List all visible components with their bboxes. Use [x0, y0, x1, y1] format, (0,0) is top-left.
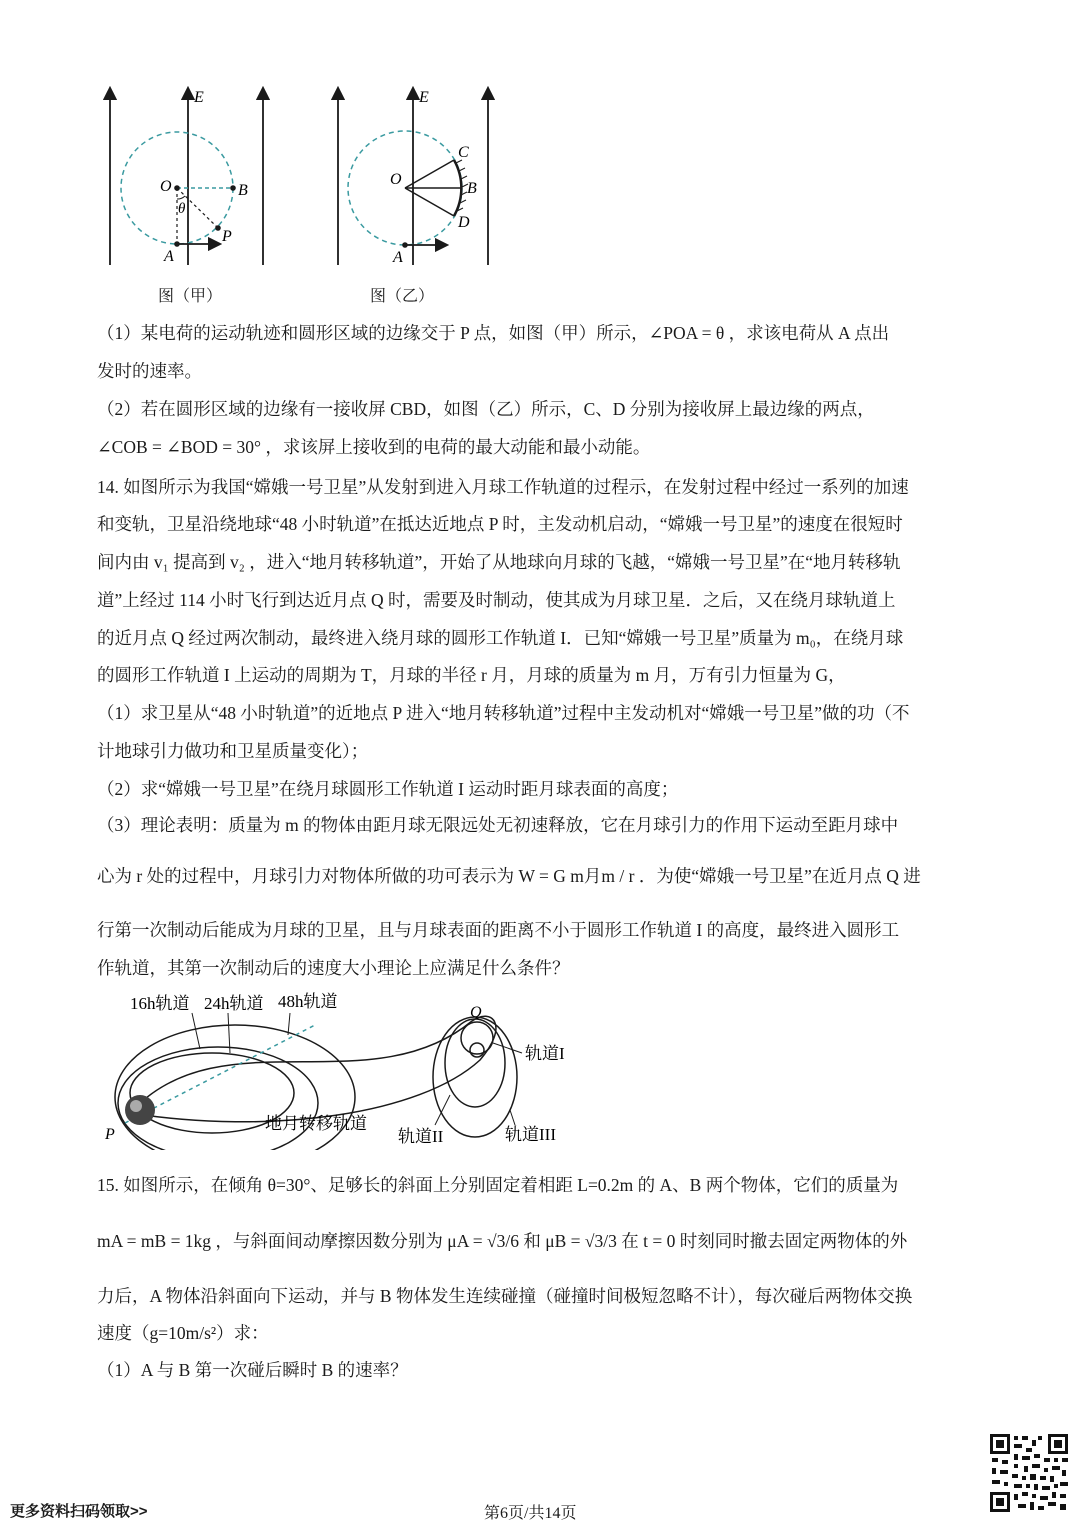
text-line: 14. 如图所示为我国“嫦娥一号卫星”从发射到进入月球工作轨道的过程示，在发射过程中经过一系列的加速: [97, 477, 909, 497]
label-theta: θ: [178, 201, 186, 217]
label-e: E: [419, 89, 429, 106]
label-d: D: [458, 214, 470, 231]
label-o: O: [390, 171, 402, 188]
label-track3: 轨道III: [505, 1125, 556, 1144]
point-p: [215, 225, 221, 231]
text-line: 发时的速率。: [97, 361, 202, 381]
text-line: （1）A 与 B 第一次碰后瞬时 B 的速率？: [97, 1360, 408, 1380]
text-line: 的近月点 Q 经过两次制动，最终进入绕月球的圆形工作轨道 I．已知“嫦娥一号卫星”质量为 m₀，在绕月球: [97, 628, 904, 648]
figure-jia-caption: 图（甲）: [158, 288, 223, 305]
text-line: （1）某电荷的运动轨迹和圆形区域的边缘交于 P 点，如图（甲）所示，∠POA = θ ，求该电荷从 A 点出: [97, 323, 890, 343]
track-2: [445, 1019, 505, 1107]
text-line: 作轨道，其第一次制动后的速度大小理论上应满足什么条件？: [97, 958, 570, 978]
label-p: P: [222, 228, 232, 245]
label-c: C: [458, 144, 469, 161]
label-a: A: [164, 248, 174, 265]
leader-16h: [192, 1013, 200, 1049]
text-line: （1）求卫星从“48 小时轨道”的近地点 P 进入“地月转移轨道”过程中主发动机对“嫦娥一号卫星”做的功（不: [97, 703, 910, 723]
label-p: P: [105, 1126, 115, 1143]
point-b: [230, 185, 236, 191]
label-b: B: [467, 180, 477, 197]
track-1: [461, 1022, 493, 1054]
figure-yi: [330, 85, 510, 270]
track-3: [433, 1017, 517, 1137]
text-line: 的圆形工作轨道 I 上运动的周期为 T，月球的半径 r 月，月球的质量为 m 月，万有引力恒量为 G，: [97, 665, 846, 685]
leader-track3: [510, 1110, 515, 1125]
text-line: 道”上经过 114 小时飞行到达近月点 Q 时，需要及时制动，使其成为月球卫星．之后，又在绕月球轨道上: [97, 590, 896, 610]
point-a: [174, 241, 180, 247]
label-o: O: [160, 178, 172, 195]
text-line: 计地球引力做功和卫星质量变化）；: [97, 741, 369, 761]
text-line: 力后，A 物体沿斜面向下运动，并与 B 物体发生连续碰撞（碰撞时间极短忽略不计），每次碰后两物体交换: [97, 1286, 913, 1306]
text-line: 和变轨，卫星沿绕地球“48 小时轨道”在抵达近地点 P 时，主发动机启动，“嫦娥一号卫星”的速度在很短时: [97, 514, 903, 534]
label-e: E: [194, 89, 204, 106]
page-number: 第6页/共14页: [484, 1505, 577, 1522]
label-track1: 轨道I: [525, 1044, 565, 1063]
theta-arc: [177, 196, 185, 199]
leader-track1: [493, 1043, 522, 1053]
leader-track2: [435, 1095, 450, 1125]
orbit-figure: [100, 985, 580, 1150]
text-line: ∠COB = ∠BOD = 30° ，求该屏上接收到的电荷的最大动能和最小动能。: [97, 437, 651, 457]
label-track2: 轨道II: [398, 1127, 444, 1146]
text-line: （3）理论表明：质量为 m 的物体由距月球无限远处无初速释放，它在月球引力的作用下运动至距月球中: [97, 815, 899, 835]
label-a: A: [393, 249, 403, 266]
point-a: [402, 242, 408, 248]
label-transfer: 地月转移轨道: [265, 1114, 367, 1133]
label-q: Q: [470, 1004, 482, 1021]
text-line: 间内由 v₁ 提高到 v₂ ，进入“地月转移轨道”，开始了从地球向月球的飞越，“嫦娥一号卫星”在“地月转移轨: [97, 552, 901, 572]
figure-yi-caption: 图（乙）: [370, 288, 435, 305]
qr-code[interactable]: [988, 1432, 1070, 1514]
moon: [470, 1043, 484, 1057]
text-line: 心为 r 处的过程中，月球引力对物体所做的功可表示为 W = G m月m / r ．为使“嫦娥一号卫星”在近月点 Q 进: [97, 866, 921, 886]
figure-jia: [100, 85, 280, 270]
text-line: 行第一次制动后能成为月球的卫星，且与月球表面的距离不小于圆形工作轨道 I 的高度，最终进入圆形工: [97, 920, 900, 940]
label-16h: 16h轨道: [130, 994, 190, 1013]
label-48h: 48h轨道: [278, 992, 338, 1011]
footer-promo-link[interactable]: 更多资料扫码领取>>: [10, 1503, 148, 1520]
text-line: 速度（g=10m/s²）求：: [97, 1323, 269, 1343]
label-b: B: [238, 182, 248, 199]
text-line: mA = mB = 1kg ，与斜面间动摩擦因数分别为 μA = √3/6 和 μB = √3/3 在 t = 0 时刻同时撤去固定两物体的外: [97, 1231, 908, 1251]
label-24h: 24h轨道: [204, 994, 264, 1013]
text-line: （2）若在圆形区域的边缘有一接收屏 CBD，如图（乙）所示，C、D 分别为接收屏上最边缘的两点，: [97, 399, 875, 419]
text-line: 15. 如图所示，在倾角 θ=30°、足够长的斜面上分别固定着相距 L=0.2m 的 A、B 两个物体，它们的质量为: [97, 1175, 899, 1195]
text-line: （2）求“嫦娥一号卫星”在绕月球圆形工作轨道 I 运动时距月球表面的高度；: [97, 779, 679, 799]
earth-highlight: [130, 1100, 142, 1112]
point-o: [174, 185, 180, 191]
